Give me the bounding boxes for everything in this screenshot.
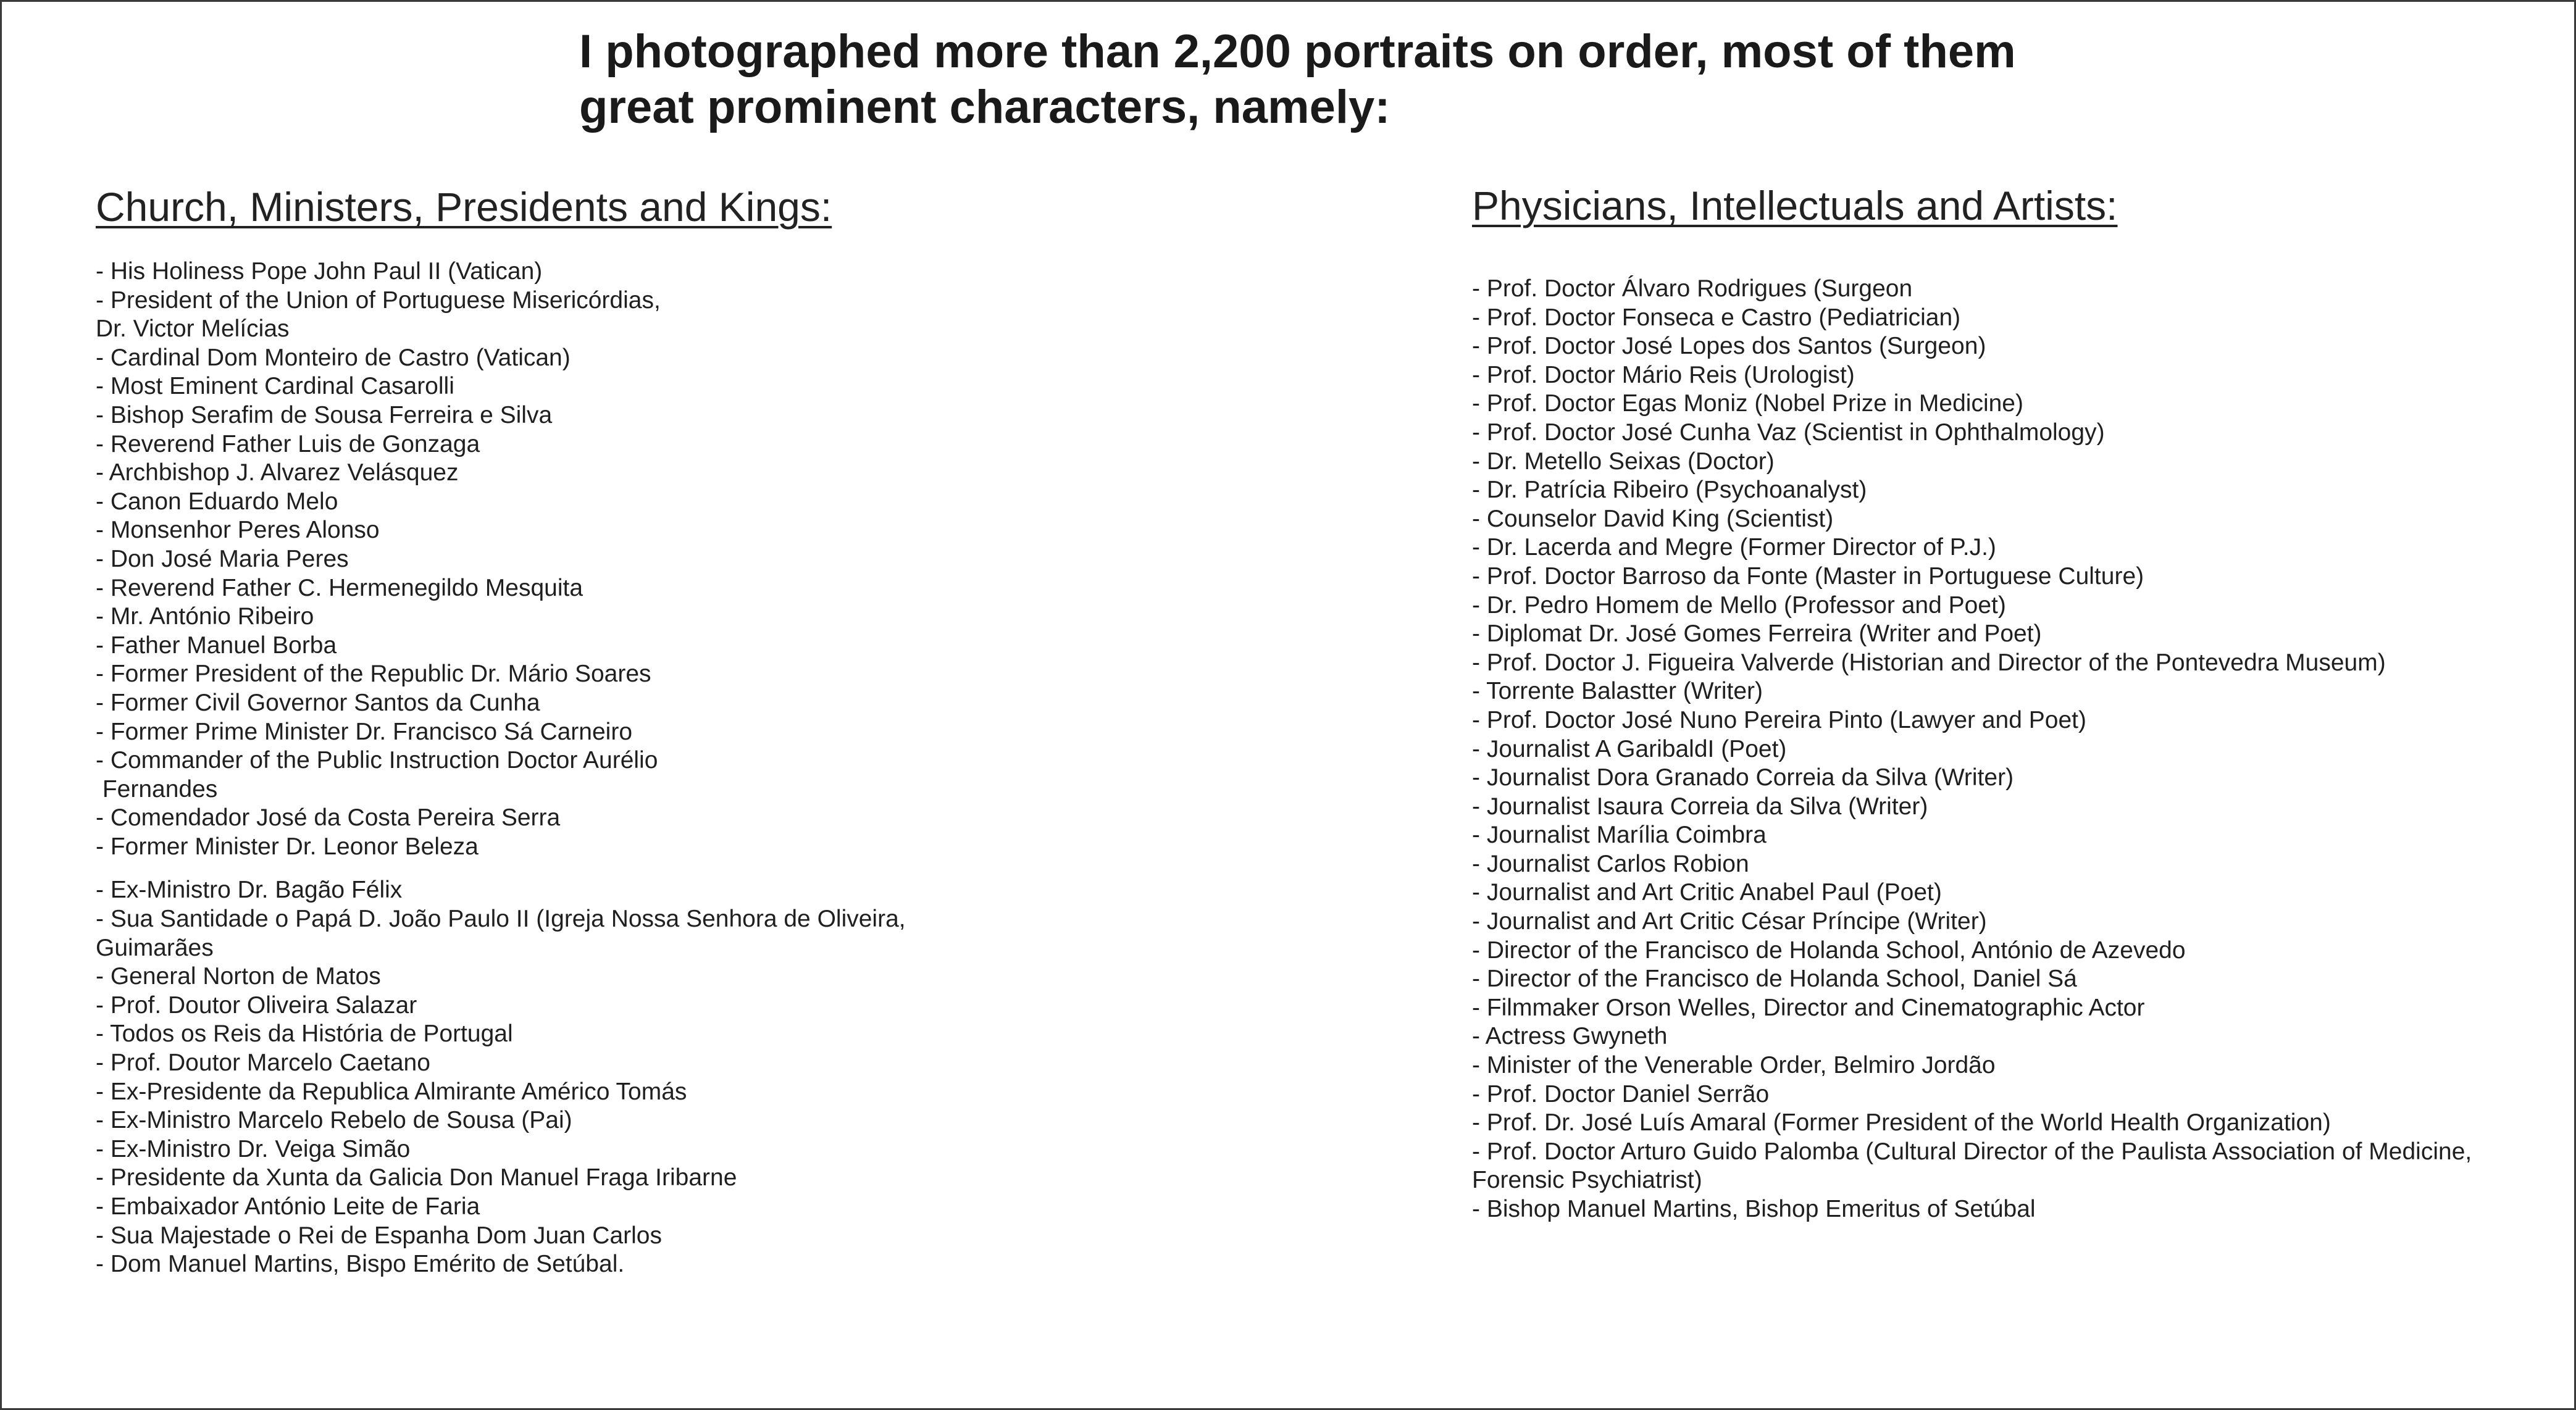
list-item: - Commander of the Public Instruction Doctor Aurélio [96, 747, 658, 774]
list-item: - Journalist Marília Coimbra [1472, 822, 1767, 849]
list-item: - Prof. Doctor Egas Moniz (Nobel Prize in Medicine) [1472, 390, 2023, 417]
list-item: - Prof. Doctor Barroso da Fonte (Master in Portuguese Culture) [1472, 562, 2144, 590]
right-column-heading: Physicians, Intellectuals and Artists: [1472, 183, 2118, 228]
list-item: - Prof. Doctor Daniel Serrão [1472, 1080, 1770, 1108]
list-item: - Prof. Doctor José Cunha Vaz (Scientist in Ophthalmology) [1472, 419, 2105, 446]
list-item: - Prof. Doctor J. Figueira Valverde (Historian and Director of the Pontevedra Museum) [1472, 649, 2386, 676]
list-item: - Cardinal Dom Monteiro de Castro (Vatican) [96, 344, 571, 371]
list-item: - Archbishop J. Alvarez Velásquez [96, 459, 459, 486]
list-item: - Journalist and Art Critic César Príncipe (Writer) [1472, 908, 1987, 935]
list-item: Forensic Psychiatrist) [1472, 1167, 1702, 1194]
list-item: - Prof. Doctor José Nuno Pereira Pinto (Lawyer and Poet) [1472, 706, 2086, 733]
list-item: - Ex-Ministro Dr. Bagão Félix [96, 877, 403, 904]
list-item: - Don José Maria Peres [96, 545, 349, 572]
right-column [1472, 181, 2553, 1224]
left-column-heading: Church, Ministers, Presidents and Kings: [96, 184, 832, 230]
list-item: - Filmmaker Orson Welles, Director and Cinematographic Actor [1472, 994, 2145, 1021]
list-item: - Journalist Dora Granado Correia da Silva (Writer) [1472, 764, 2014, 791]
list-item: - Comendador José da Costa Pereira Serra [96, 804, 561, 832]
list-item: - Former Prime Minister Dr. Francisco Sá Carneiro [96, 718, 633, 745]
list-item: - His Holiness Pope John Paul II (Vatican) [96, 258, 543, 285]
list-item: - Journalist Isaura Correia da Silva (Writer) [1472, 793, 1928, 820]
list-item: - Dr. Patrícia Ribeiro (Psychoanalyst) [1472, 477, 1867, 504]
list-item: - Journalist A GaribaldI (Poet) [1472, 735, 1787, 762]
list-item: Guimarães [96, 934, 214, 961]
list-item: - Prof. Doutor Marcelo Caetano [96, 1049, 430, 1077]
list-item: - Torrente Balastter (Writer) [1472, 678, 1763, 705]
list-item: - Prof. Doctor José Lopes dos Santos (Surgeon) [1472, 333, 1986, 360]
list-item: Fernandes [96, 775, 218, 803]
list-item: - Monsenhor Peres Alonso [96, 517, 380, 544]
list-item: - Father Manuel Borba [96, 632, 337, 659]
list-item: - Journalist Carlos Robion [1472, 850, 1749, 877]
list-item: - Presidente da Xunta da Galicia Don Manuel Fraga Iribarne [96, 1164, 737, 1191]
list-item: - Canon Eduardo Melo [96, 488, 338, 515]
list-item: - Diplomat Dr. José Gomes Ferreira (Writer and Poet) [1472, 620, 2042, 648]
left-list-group-1 [96, 257, 1392, 861]
list-item: - Minister of the Venerable Order, Belmiro Jordão [1472, 1052, 1996, 1079]
list-item: - Sua Majestade o Rei de Espanha Dom Juan Carlos [96, 1222, 662, 1249]
list-item: - Most Eminent Cardinal Casarolli [96, 373, 454, 400]
list-item: - Counselor David King (Scientist) [1472, 505, 1834, 532]
list-item: - Director of the Francisco de Holanda School, Daniel Sá [1472, 966, 2077, 993]
left-list-group-2 [96, 876, 1392, 1279]
list-item: - Reverend Father C. Hermenegildo Mesquita [96, 574, 583, 601]
title-line-1: I photographed more than 2,200 portraits on order, most of them [579, 25, 2016, 78]
title-line-2: great prominent characters, namely: [579, 81, 1390, 133]
list-item: - Ex-Presidente da Republica Almirante Américo Tomás [96, 1078, 687, 1105]
list-item: - Dom Manuel Martins, Bispo Emérito de Setúbal. [96, 1251, 625, 1278]
list-item: - Prof. Doctor Mário Reis (Urologist) [1472, 361, 1855, 388]
list-item: - Prof. Doctor Fonseca e Castro (Pediatrician) [1472, 304, 1961, 331]
list-item: - Bishop Manuel Martins, Bishop Emeritus of Setúbal [1472, 1196, 2036, 1222]
list-item: - Ex-Ministro Dr. Veiga Simão [96, 1135, 411, 1162]
list-item: - Dr. Pedro Homem de Mello (Professor and Poet) [1472, 591, 2006, 619]
right-list [1472, 275, 2553, 1224]
list-item: - Reverend Father Luis de Gonzaga [96, 430, 480, 457]
list-item: - Director of the Francisco de Holanda School, António de Azevedo [1472, 937, 2186, 964]
list-item: - Prof. Doctor Álvaro Rodrigues (Surgeon [1472, 275, 1913, 302]
list-item: - Former Civil Governor Santos da Cunha [96, 689, 540, 716]
list-item: - Todos os Reis da História de Portugal [96, 1020, 513, 1048]
list-item: - General Norton de Matos [96, 963, 381, 990]
list-item: - Former Minister Dr. Leonor Beleza [96, 833, 479, 860]
page-title [579, 24, 2123, 135]
list-item: - Mr. António Ribeiro [96, 603, 314, 630]
list-item: - President of the Union of Portuguese Misericórdias, [96, 286, 661, 314]
list-item: - Sua Santidade o Papá D. João Paulo II (Igreja Nossa Senhora de Oliveira, [96, 906, 906, 933]
list-item: Dr. Victor Melícias [96, 315, 290, 343]
list-item: - Prof. Doutor Oliveira Salazar [96, 991, 417, 1019]
list-item: - Ex-Ministro Marcelo Rebelo de Sousa (Pai) [96, 1107, 572, 1134]
list-item: - Former President of the Republic Dr. Mário Soares [96, 661, 651, 688]
list-item: - Prof. Dr. José Luís Amaral (Former President of the World Health Organization) [1472, 1109, 2331, 1137]
list-item: - Bishop Serafim de Sousa Ferreira e Silva [96, 401, 553, 428]
list-item: - Dr. Lacerda and Megre (Former Director of P.J.) [1472, 534, 1996, 561]
list-item: - Journalist and Art Critic Anabel Paul (Poet) [1472, 879, 1942, 906]
list-item: - Prof. Doctor Arturo Guido Palomba (Cultural Director of the Paulista Association of Medicine, [1472, 1138, 2472, 1165]
list-item: - Embaixador António Leite de Faria [96, 1193, 480, 1220]
list-item: - Dr. Metello Seixas (Doctor) [1472, 448, 1775, 475]
left-column [96, 182, 1392, 1279]
list-item: - Actress Gwyneth [1472, 1023, 1668, 1050]
